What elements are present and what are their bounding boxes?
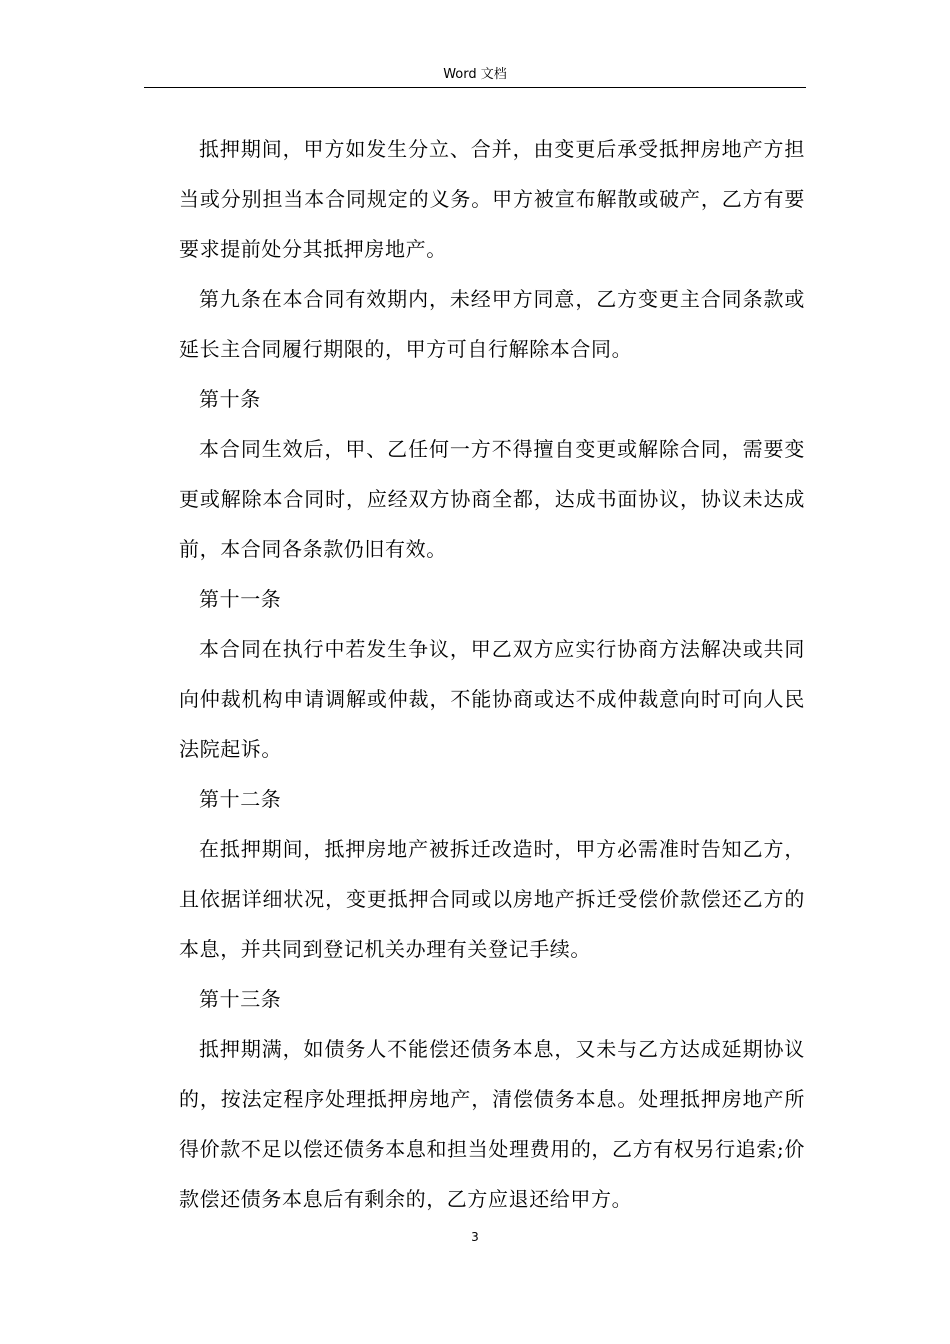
paragraph-4: 本合同在执行中若发生争议，甲乙双方应实行协商方法解决或共同向仲裁机构申请调解或仲裁，不能协商或达不成仲裁意向时可向人民法院起诉。 <box>179 637 805 761</box>
paragraph-5: 在抵押期间，抵押房地产被拆迁改造时，甲方必需准时告知乙方，且依据详细状况，变更抵押合同或以房地产拆迁受偿价款偿还乙方的本息，并共同到登记机关办理有关登记手续。 <box>179 837 805 961</box>
page-number: 3 <box>471 1230 479 1244</box>
paragraph-1: 抵押期间，甲方如发生分立、合并，由变更后承受抵押房地产方担当或分别担当本合同规定的义务。甲方被宣布解散或破产，乙方有要要求提前处分其抵押房地产。 <box>179 137 805 261</box>
section-heading-11: 第十一条 <box>199 587 282 611</box>
section-heading-10: 第十条 <box>199 387 261 411</box>
page-header: Word 文档 <box>443 67 507 82</box>
section-heading-13: 第十三条 <box>199 987 282 1011</box>
paragraph-2: 第九条在本合同有效期内，未经甲方同意，乙方变更主合同条款或延长主合同履行期限的，甲方可自行解除本合同。 <box>179 287 805 361</box>
paragraph-3: 本合同生效后，甲、乙任何一方不得擅自变更或解除合同，需要变更或解除本合同时，应经双方协商全都，达成书面协议，协议未达成前，本合同各条款仍旧有效。 <box>179 437 805 561</box>
section-heading-12: 第十二条 <box>199 787 282 811</box>
document-body <box>179 124 805 1224</box>
paragraph-6: 抵押期满，如债务人不能偿还债务本息，又未与乙方达成延期协议的，按法定程序处理抵押房地产，清偿债务本息。处理抵押房地产所得价款不足以偿还债务本息和担当处理费用的，乙方有权另行追索;价款偿还债务本息后有剩余的，乙方应退还给甲方。 <box>179 1037 805 1211</box>
header-divider <box>144 87 806 88</box>
